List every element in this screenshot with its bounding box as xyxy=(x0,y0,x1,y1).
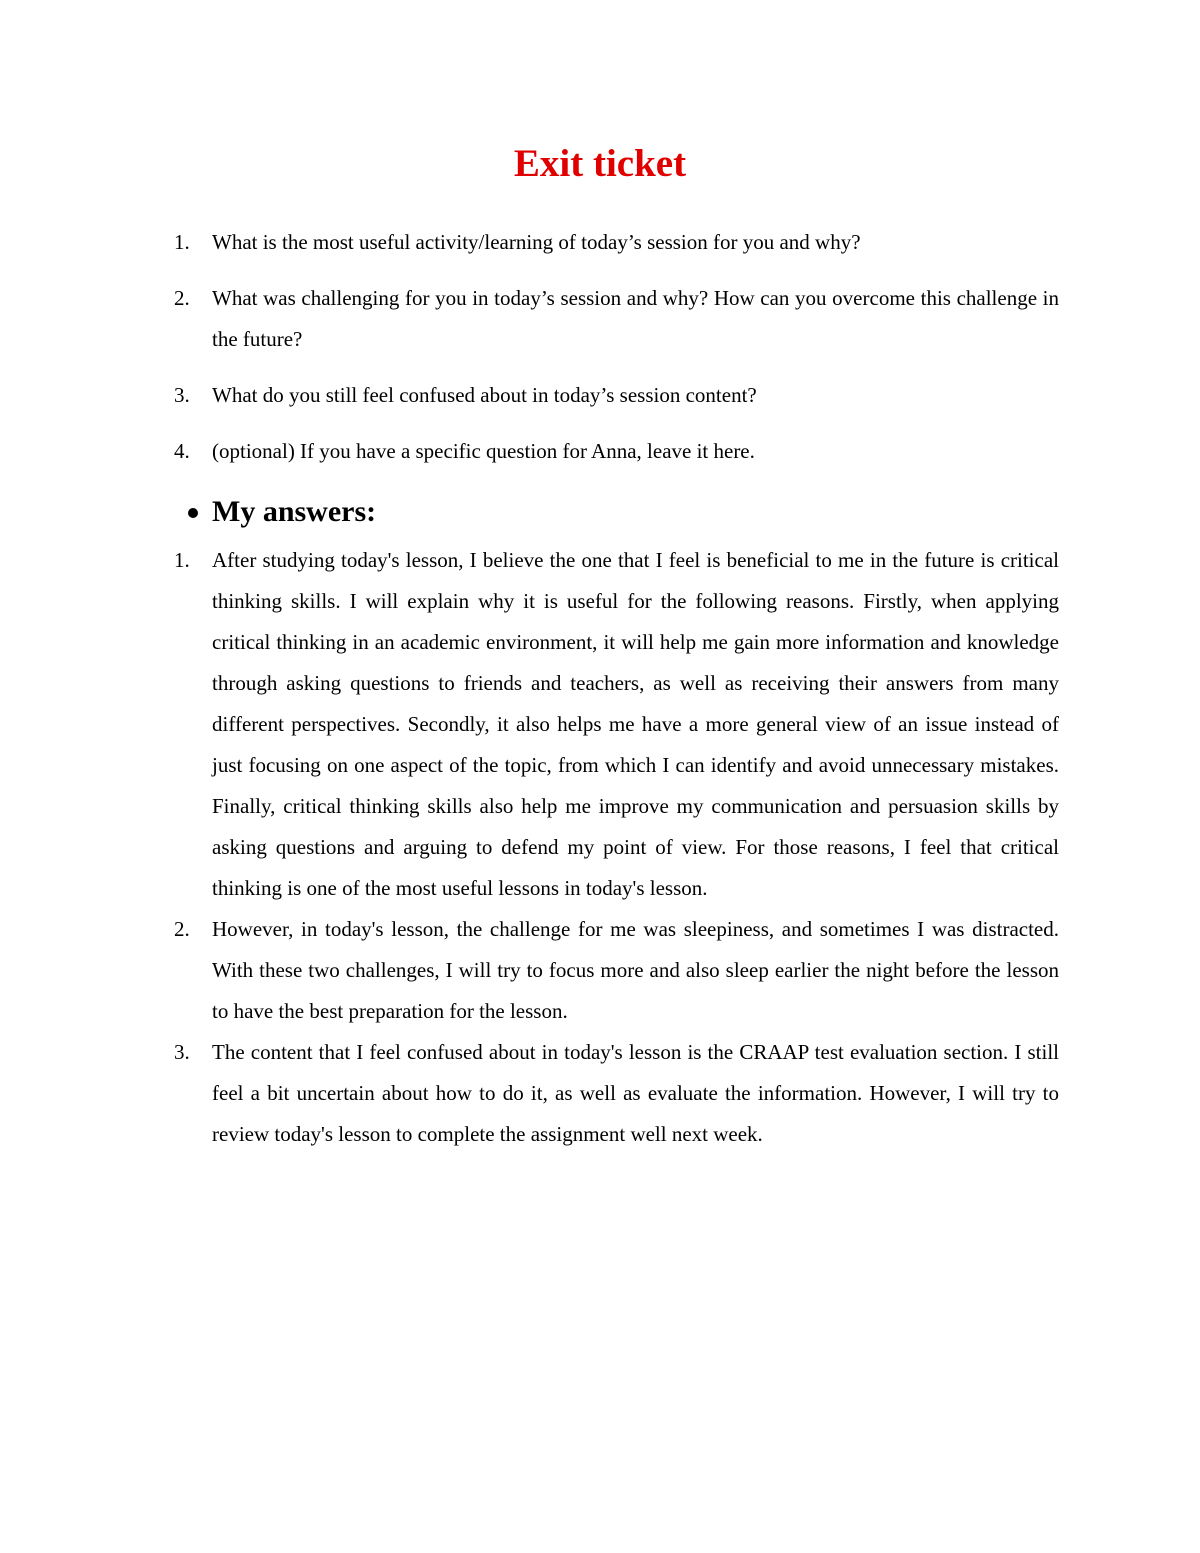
question-text: (optional) If you have a specific question for Anna, leave it here. xyxy=(212,439,755,463)
list-number: 3. xyxy=(174,383,190,407)
question-text: What is the most useful activity/learning of today’s session for you and why? xyxy=(212,230,861,254)
answer-text: After studying today's lesson, I believe the one that I feel is beneficial to me in the future is critical thinking skills. I will explain why it is useful for the following reasons. Firstly, when applying critical thinking in an academic environment, it will help me gain more information and knowledge through asking questions to friends and teachers, as well as receiving their answers from many different perspectives. Secondly, it also helps me have a more general view of an issue instead of just focusing on one aspect of the topic, from which I can identify and avoid unnecessary mistakes. Finally, critical thinking skills also help me improve my communication and persuasion skills by asking questions and arguing to defend my point of view. For those reasons, I feel that critical thinking is one of the most useful lessons in today's lesson. xyxy=(212,548,1059,900)
question-item xyxy=(174,278,1059,360)
question-item xyxy=(174,375,1059,416)
answer-item xyxy=(174,909,1059,1032)
question-item xyxy=(174,431,1059,472)
answers-heading xyxy=(212,490,376,534)
question-list xyxy=(174,222,1059,487)
list-number: 3. xyxy=(174,1040,190,1064)
list-number: 1. xyxy=(174,548,190,572)
list-number: 2. xyxy=(174,917,190,941)
answer-list xyxy=(174,540,1059,1155)
list-number: 2. xyxy=(174,286,190,310)
question-item xyxy=(174,222,1059,263)
bullet-icon xyxy=(188,508,198,518)
answers-heading-text: My answers: xyxy=(212,495,377,528)
answer-item xyxy=(174,1032,1059,1155)
answer-text: However, in today's lesson, the challenge for me was sleepiness, and sometimes I was distracted. With these two challenges, I will try to focus more and also sleep earlier the night before the lesson to have the best preparation for the lesson. xyxy=(212,917,1059,1023)
question-text: What was challenging for you in today’s session and why? How can you overcome this challenge in the future? xyxy=(212,286,1059,351)
list-number: 1. xyxy=(174,230,190,254)
document-title: Exit ticket xyxy=(513,142,687,185)
answer-text: The content that I feel confused about in today's lesson is the CRAAP test evaluation section. I still feel a bit uncertain about how to do it, as well as evaluate the information. However, I will try to review today's lesson to complete the assignment well next week. xyxy=(212,1040,1059,1146)
answer-item xyxy=(174,540,1059,909)
list-number: 4. xyxy=(174,439,190,463)
question-text: What do you still feel confused about in today’s session content? xyxy=(212,383,757,407)
